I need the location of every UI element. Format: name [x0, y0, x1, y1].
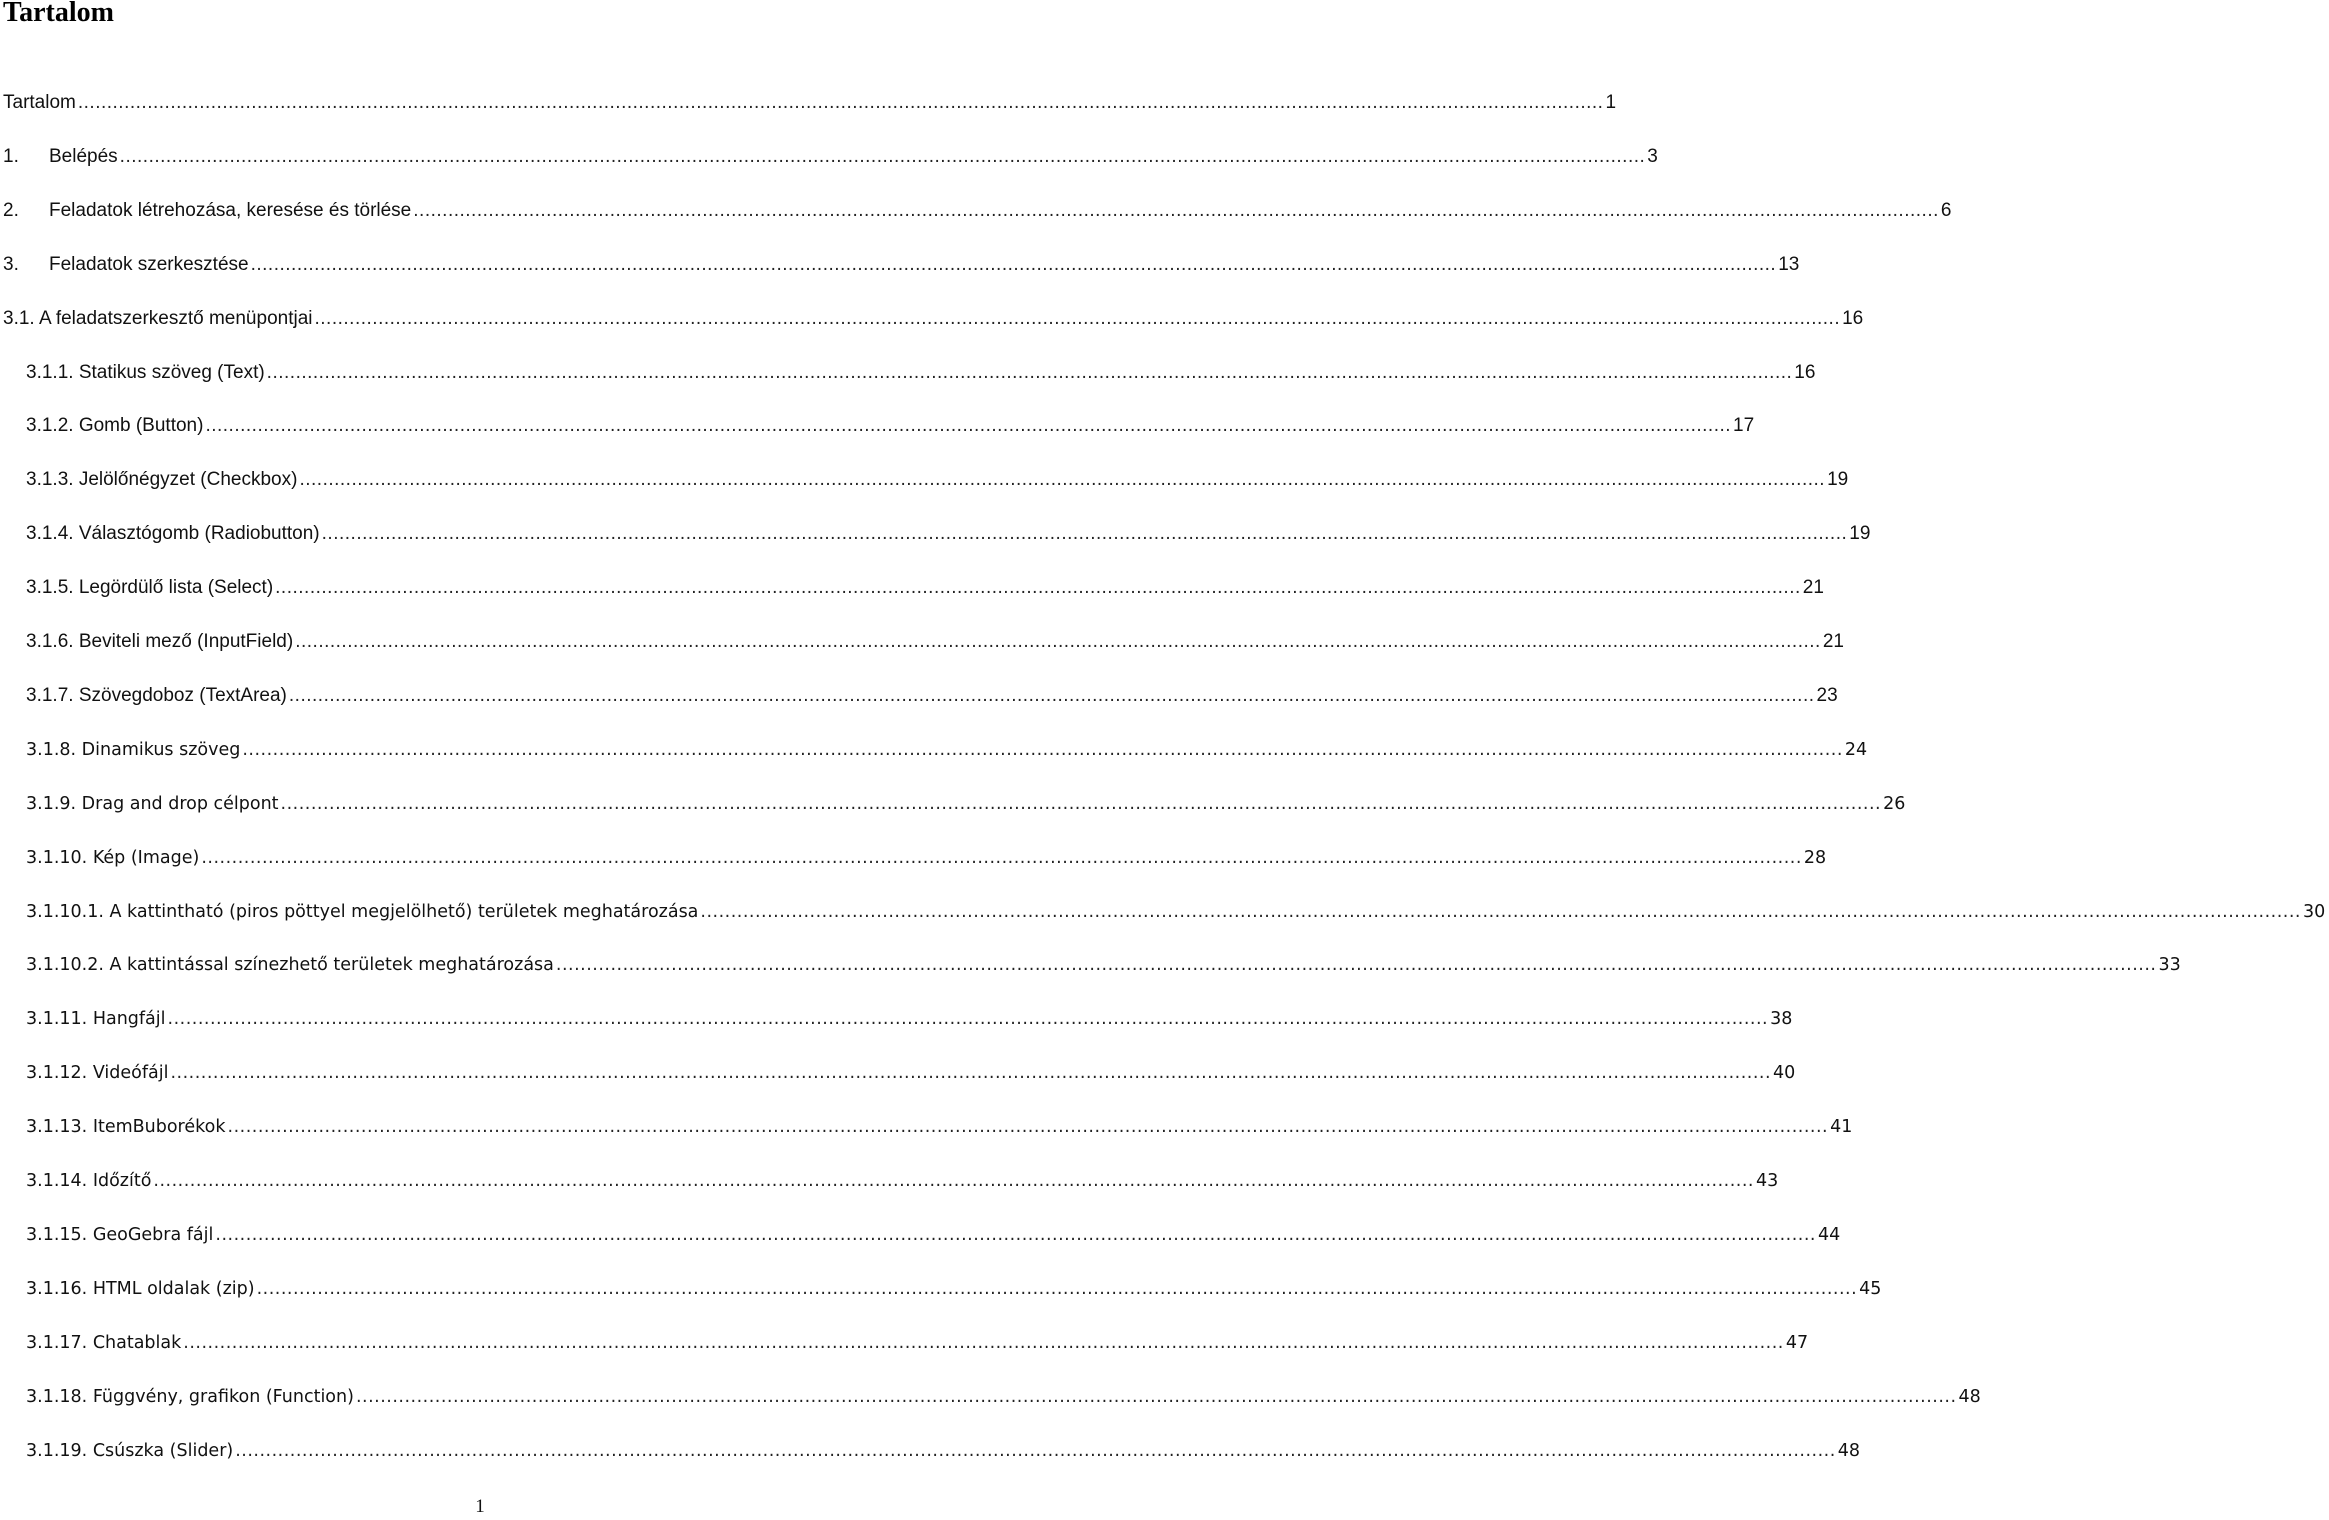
- toc-entry-label: Drag and drop célpont: [81, 793, 279, 814]
- dot-leader: [170, 1058, 1771, 1088]
- toc-entry-number: 3.1.13.: [26, 1117, 88, 1138]
- toc-entry-label: Feladatok szerkesztése: [49, 253, 249, 275]
- toc-entry-title: [3, 250, 249, 280]
- toc-entry[interactable]: [0, 411, 1755, 441]
- dot-leader: [275, 573, 1801, 603]
- toc-entry-page-number: 43: [1755, 1171, 1779, 1191]
- toc-entry-page-number: 26: [1883, 793, 1906, 814]
- toc-entry-page-number: 45: [1859, 1278, 1882, 1299]
- toc-entry-label: Tartalom: [3, 92, 76, 113]
- toc-entry-title: [26, 627, 293, 657]
- toc-entry-label: Feladatok létrehozása, keresése és törlése: [49, 199, 412, 221]
- toc-entry-page-number: 23: [1816, 684, 1838, 706]
- toc-entry-page-number: 21: [1822, 631, 1844, 652]
- toc-entry-number: 3.1.15.: [26, 1224, 88, 1245]
- toc-entry[interactable]: [0, 196, 1952, 226]
- dot-leader: [228, 1112, 1829, 1142]
- toc-entry-title: [26, 1166, 151, 1196]
- toc-entry[interactable]: [0, 88, 1617, 118]
- toc-entry[interactable]: [0, 1328, 1809, 1358]
- toc-entry-number: 3.1.1.: [26, 361, 74, 383]
- toc-entry-number: 3.1.10.: [26, 847, 88, 868]
- toc-entry-page-number: 19: [1827, 469, 1849, 491]
- toc-entry-page-number: 3: [1647, 145, 1658, 167]
- toc-entry-title: [26, 411, 203, 441]
- toc-entry-number: 3.1.17.: [26, 1332, 88, 1353]
- toc-entry[interactable]: [0, 465, 1849, 495]
- toc-entry-page-number: 6: [1940, 199, 1952, 221]
- toc-entry-title: [26, 843, 199, 873]
- toc-entry[interactable]: [0, 1004, 1793, 1034]
- toc-entry-number: 3.1.6.: [26, 631, 74, 652]
- dot-leader: [205, 411, 1731, 441]
- toc-entry-label: A kattintható (piros pöttyel megjelölhető) területek meghatározása: [109, 901, 699, 922]
- toc-entry-title: [3, 88, 76, 118]
- toc-entry-number: 2.: [3, 199, 19, 221]
- toc-entry-title: [26, 789, 279, 819]
- dot-leader: [153, 1166, 1754, 1196]
- toc-entry[interactable]: [0, 1166, 1779, 1196]
- toc-entry-title: [26, 950, 554, 980]
- toc-entry-label: GeoGebra fájl: [92, 1224, 214, 1245]
- toc-entry[interactable]: [0, 1058, 1796, 1088]
- dot-leader: [556, 950, 2157, 980]
- toc-entry-label: Belépés: [49, 145, 118, 167]
- toc-entry-title: [3, 304, 313, 334]
- dot-leader: [251, 250, 1777, 280]
- toc-entry-page-number: 19: [1849, 523, 1871, 545]
- dot-leader: [413, 196, 1939, 226]
- toc-entry[interactable]: [0, 1112, 1853, 1142]
- dot-leader: [183, 1328, 1784, 1358]
- toc-entry-page-number: 38: [1770, 1009, 1793, 1030]
- toc-entry-title: [26, 573, 273, 603]
- toc-entry-page-number: 13: [1778, 253, 1800, 275]
- dot-leader: [267, 358, 1793, 388]
- dot-leader: [289, 681, 1815, 711]
- toc-entry-number: 3.1.4.: [26, 523, 74, 545]
- toc-entry-title: [26, 519, 320, 549]
- toc-entry-label: Legördülő lista (Select): [78, 577, 274, 599]
- toc-entry-number: 3.1.7.: [26, 684, 74, 706]
- toc-entry[interactable]: [0, 681, 1838, 711]
- toc-entry[interactable]: [0, 573, 1824, 603]
- dot-leader: [215, 1220, 1816, 1250]
- dot-leader: [295, 627, 1821, 657]
- toc-entry-label: HTML oldalak (zip): [92, 1278, 255, 1299]
- toc-entry-number: 3.1.14.: [26, 1171, 88, 1191]
- toc-entry-page-number: 21: [1802, 577, 1824, 599]
- toc-entry-number: 3.1.8.: [26, 739, 77, 760]
- toc-entry-page-number: 17: [1733, 415, 1755, 437]
- toc-entry-page-number: 30: [2303, 901, 2326, 922]
- toc-entry-number: 3.1.5.: [26, 577, 74, 599]
- toc-entry-label: Statikus szöveg (Text): [78, 361, 265, 383]
- toc-entry-label: Chatablak: [92, 1332, 182, 1353]
- dot-leader: [120, 142, 1646, 172]
- toc-entry-title: [26, 465, 297, 495]
- toc-entry-page-number: 41: [1830, 1117, 1853, 1138]
- toc-entry-title: [26, 1004, 166, 1034]
- toc-entry[interactable]: [0, 250, 1800, 280]
- toc-entry-title: [26, 1382, 354, 1412]
- toc-entry-page-number: 44: [1817, 1224, 1841, 1245]
- toc-entry-number: 3.1.16.: [26, 1278, 88, 1299]
- toc-entry-number: 3.1.10.1.: [26, 901, 104, 922]
- toc-entry-label: Videófájl: [92, 1063, 169, 1084]
- dot-leader: [315, 304, 1841, 334]
- toc-entry-number: 3.1.3.: [26, 469, 74, 491]
- dot-leader: [281, 789, 1882, 819]
- toc-entry-label: Hangfájl: [92, 1009, 166, 1030]
- dot-leader: [235, 1436, 1836, 1466]
- toc-entry-page-number: 40: [1773, 1063, 1796, 1084]
- toc-entry[interactable]: [0, 950, 2181, 980]
- toc-entry-label: Gomb (Button): [78, 415, 204, 437]
- dot-leader: [257, 1274, 1858, 1304]
- toc-entry-title: [26, 681, 287, 711]
- dot-leader: [201, 843, 1802, 873]
- dot-leader: [242, 735, 1843, 765]
- toc-entry[interactable]: [0, 519, 1871, 549]
- toc-entry-title: [26, 1058, 168, 1088]
- toc-entry-title: [26, 1112, 226, 1142]
- dot-leader: [700, 897, 2301, 927]
- toc-entry-label: A feladatszerkesztő menüpontjai: [38, 307, 313, 329]
- toc-entry-label: Beviteli mező (InputField): [78, 631, 294, 652]
- toc-entry-title: [26, 735, 240, 765]
- toc-entry-label: Jelölőnégyzet (Checkbox): [78, 469, 298, 491]
- toc-entry-number: 3.1.11.: [26, 1009, 88, 1030]
- toc-entry[interactable]: [0, 358, 1816, 388]
- toc-entry-label: Csúszka (Slider): [92, 1440, 234, 1461]
- toc-entry-label: Szövegdoboz (TextArea): [78, 684, 287, 706]
- toc-entry-number: 3.1.9.: [26, 793, 77, 814]
- dot-leader: [356, 1382, 1957, 1412]
- toc-entry-title: [26, 1220, 213, 1250]
- toc-entry-number: 3.1.2.: [26, 415, 74, 437]
- toc-entry-title: [26, 897, 698, 927]
- dot-leader: [322, 519, 1848, 549]
- toc-entry-number: 3.1.12.: [26, 1063, 88, 1084]
- dot-leader: [168, 1004, 1769, 1034]
- dot-leader: [299, 465, 1825, 495]
- toc-entry-title: [3, 196, 411, 226]
- toc-entry-label: A kattintással színezhető területek meghatározása: [109, 955, 554, 976]
- toc-entry[interactable]: [0, 789, 1906, 819]
- toc-entry-number: 3.1.19.: [26, 1440, 88, 1461]
- toc-entry-page-number: 47: [1785, 1332, 1809, 1353]
- toc-entry[interactable]: [0, 1220, 1841, 1250]
- toc-entry-page-number: 28: [1803, 847, 1827, 868]
- toc-entry-number: 1.: [3, 145, 19, 167]
- toc-entry-page-number: 24: [1844, 739, 1868, 760]
- toc-entry-page-number: 16: [1842, 307, 1864, 329]
- toc-entry-page-number: 33: [2158, 955, 2181, 976]
- page-number: 1: [475, 1496, 485, 1517]
- toc-entry-page-number: 48: [1958, 1386, 1981, 1407]
- toc-entry-title: [3, 142, 118, 172]
- toc-entry-number: 3.1.18.: [26, 1386, 88, 1407]
- toc-entry-number: 3.1.10.2.: [26, 955, 104, 976]
- toc-entry[interactable]: [0, 1382, 1981, 1412]
- toc-entry[interactable]: [0, 627, 1844, 657]
- toc-entry-number: 3.: [3, 253, 19, 275]
- toc-entry-title: [26, 1274, 255, 1304]
- toc-entry[interactable]: [0, 142, 1658, 172]
- toc-entry[interactable]: [0, 735, 1868, 765]
- dot-leader: [78, 88, 1604, 118]
- toc-entry[interactable]: [0, 897, 2326, 927]
- toc-entry-title: [26, 1328, 181, 1358]
- toc-entry[interactable]: [0, 304, 1864, 334]
- toc-entry[interactable]: [0, 1274, 1882, 1304]
- toc-entry[interactable]: [0, 843, 1827, 873]
- toc-entry-label: Kép (Image): [92, 847, 200, 868]
- toc-entry-title: [26, 1436, 233, 1466]
- toc-heading: Tartalom: [3, 0, 114, 28]
- toc-entry-label: Időzítő: [92, 1171, 152, 1191]
- toc-entry-number: 3.1.: [3, 307, 35, 329]
- toc-entry-title: [26, 358, 265, 388]
- toc-entry-page-number: 48: [1837, 1440, 1861, 1461]
- toc-entry-label: ItemBuborékok: [92, 1117, 226, 1138]
- toc-entry-label: Választógomb (Radiobutton): [78, 523, 320, 545]
- toc-entry-page-number: 16: [1794, 361, 1816, 383]
- toc-entry[interactable]: [0, 1436, 1861, 1466]
- toc-entry-label: Függvény, grafikon (Function): [92, 1386, 354, 1407]
- toc-entry-page-number: 1: [1605, 92, 1617, 113]
- toc-entry-label: Dinamikus szöveg: [81, 739, 241, 760]
